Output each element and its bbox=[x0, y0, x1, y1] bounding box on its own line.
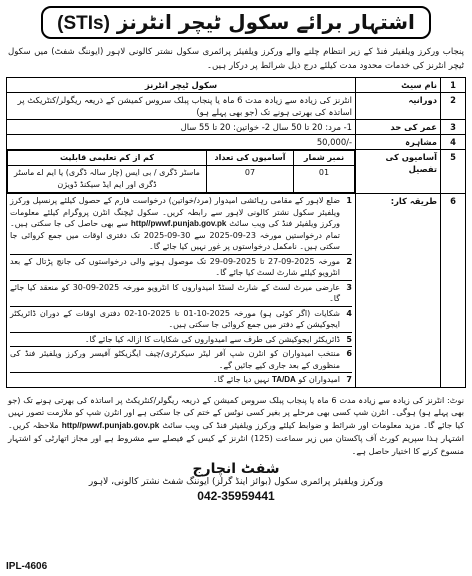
table-row bbox=[7, 135, 466, 150]
row-label: مشاہرہ bbox=[356, 135, 441, 150]
signatory-address: ورکرز ویلفیئر پرائمری سکول (بوائز اینڈ گرلز) ایوننگ شفٹ نشتر کالونی، لاہور bbox=[88, 477, 384, 488]
website-link[interactable]: http//pwwf.punjab.gov.pk bbox=[130, 219, 227, 228]
signature-block bbox=[6, 461, 466, 503]
row-value: سکول ٹیچر انٹرنز bbox=[7, 78, 356, 93]
posts-header: کم از کم تعلیمی قابلیت bbox=[8, 151, 207, 166]
table-row bbox=[7, 93, 466, 120]
row-number: 4 bbox=[441, 135, 466, 150]
row-value: 1- مرد: 20 تا 50 سال 2- خواتین: 20 تا 55 سال bbox=[7, 120, 356, 135]
row-number: 6 bbox=[441, 194, 466, 388]
posts-header-row bbox=[8, 151, 355, 166]
list-item: 4 شکایات (اگر کوئی ہو) مورخہ 2025-10-01 تا 2025-10-02 دفتری اوقات کے دوران ڈائریکٹر ایجوکیشن کے دفتر میں جمع کروائی جا سکتی ہیں۔ bbox=[10, 307, 352, 333]
row-label: طریقہ کار: bbox=[356, 194, 441, 388]
list-item: 2 مورخہ 2025-09-27 تا 2025-09-29 تک موصول ہونے والی درخواستوں کی جانچ پڑتال کے بعد انٹرویو کیلئے شارٹ لسٹ کیا جائے گا۔ bbox=[10, 255, 352, 281]
website-link[interactable]: http//pwwf.punjab.gov.pk bbox=[61, 420, 160, 430]
signatory-title: شفٹ انچارج bbox=[192, 461, 280, 478]
note-paragraph: نوٹ: انٹرنز کی زیادہ سے زیادہ مدت 6 ماہ یا پنجاب پبلک سروس کمیشن کے ذریعہ ریگولر/کنٹریکٹ پر اساتذہ کی بھرتی ہونے تک (جو بھی پہلے ہو) ہوگی۔ انٹرن شپ کسی بھی مرحلے پر بغیر کسی نوٹس کے ختم کی جا سکتی ہے اور انٹرن شپ کو ملازمت تصور نہیں کیا جائے گا۔ مزید معلومات اور شرائط و ضوابط کیلئے ورکرز ویلفیئر فنڈ کی ویب سائٹ http//pwwf.punjab.gov.pk ملاحظہ کریں۔ اشتہار ہذا سپریم کورٹ آف پاکستان میں زیر سماعت (125) انٹرنز کے کیس کے فیصلے سے مشروط ہے اور مجاز اتھارٹی کو اشتہار منسوخ کرنے کا اختیار حاصل ہے۔ bbox=[8, 394, 465, 456]
row-number: 1 bbox=[441, 78, 466, 93]
posts-cell: ماسٹر ڈگری / بی ایس (چار سالہ ڈگری) یا ایم اے ماسٹر ڈگری اور ایم ایڈ سیکنڈ ڈویژن bbox=[8, 166, 207, 193]
title-abbr: (STIs) bbox=[57, 13, 110, 34]
title-urdu: اشتہار برائے سکول ٹیچر انٹرنز bbox=[116, 10, 415, 34]
intro-paragraph: پنجاب ورکرز ویلفیئر فنڈ کے زیر انتظام چلنے والے ورکرز ویلفیئر پرائمری سکول نشتر کالونی لاہور (ایوننگ شفٹ) میں سکول ٹیچر انٹرنز کی خدمات محدود مدت کیلئے درج ذیل شرائط پر درکار ہیں۔ bbox=[8, 47, 464, 71]
posts-cell: 01 bbox=[294, 166, 355, 193]
posts-header: آسامیوں کی تعداد bbox=[207, 151, 294, 166]
posts-table bbox=[7, 150, 355, 193]
table-row bbox=[7, 150, 466, 194]
posts-cell: 07 bbox=[207, 166, 294, 193]
row-value: -/50,000 bbox=[7, 135, 356, 150]
table-row bbox=[7, 120, 466, 135]
row-value: انٹرنز کی زیادہ سے زیادہ مدت 6 ماہ یا پنجاب پبلک سروس کمیشن کے ذریعہ ریگولر/کنٹریکٹ پر اساتذہ کی بھرتی ہونے تک (جو بھی پہلے ہو) bbox=[7, 93, 356, 120]
details-table bbox=[6, 77, 466, 388]
list-item: 7 امیدواران کو TA/DA نہیں دیا جائے گا۔ bbox=[212, 375, 352, 384]
page-title bbox=[41, 6, 431, 39]
row-number: 2 bbox=[441, 93, 466, 120]
list-item: 5 ڈائریکٹر ایجوکیشن کی طرف سے امیدواروں کی شکایات کا ازالہ کیا جائے گا۔ bbox=[10, 333, 352, 348]
list-item: 6 منتخب امیدواران کو انٹرن شپ آفر لیٹر سیکرٹری/چیف ایگزیکٹو آفیسر ورکرز ویلفیئر فنڈ کی منظوری کے بعد جاری کیے جائیں گے۔ bbox=[10, 347, 352, 373]
title-area bbox=[6, 6, 466, 39]
posts-data-row bbox=[8, 166, 355, 193]
row-number: 5 bbox=[441, 150, 466, 194]
row-number: 3 bbox=[441, 120, 466, 135]
ipl-code: IPL-4606 bbox=[6, 561, 48, 572]
row-label: آسامیوں کی تفصیل bbox=[356, 150, 441, 194]
row-label: نام سیٹ bbox=[356, 78, 441, 93]
table-row bbox=[7, 194, 466, 388]
row-label: عمر کی حد bbox=[356, 120, 441, 135]
table-row bbox=[7, 78, 466, 93]
procedure-steps bbox=[10, 194, 352, 387]
list-item: 1 ضلع لاہور کے مقامی رہائشی امیدوار (مرد/خواتین) درخواست فارم کے حصول کیلئے پرنسپل ورکرز ویلفیئر سکول نشتر کالونی لاہور سے رابطہ کریں۔ سکول ٹیچنگ انٹرن پروگرام کیلئے معلومات ورکرز ویلفیئر فنڈ کی ویب سائٹ http//pwwf.punjab.gov.pk سے بھی حاصل کی جا سکتی ہیں۔ تمام درخواستیں مورخہ 23-09-2025 سے 30-09-2025 تک دفتری اوقات میں جمع کروائی جا سکتی ہیں۔ نامکمل درخواستوں پر غور نہیں کیا جائے گا۔ bbox=[10, 194, 352, 255]
phone-number: 042-35959441 bbox=[197, 489, 275, 504]
list-item: 3 عارضی میرٹ لسٹ کے شارٹ لسٹڈ امیدواروں کا انٹرویو مورخہ 2025-09-30 کو منعقد کیا جائے گا۔ bbox=[10, 281, 352, 307]
posts-header: نمبر شمار bbox=[294, 151, 355, 166]
row-label: دورانیہ bbox=[356, 93, 441, 120]
